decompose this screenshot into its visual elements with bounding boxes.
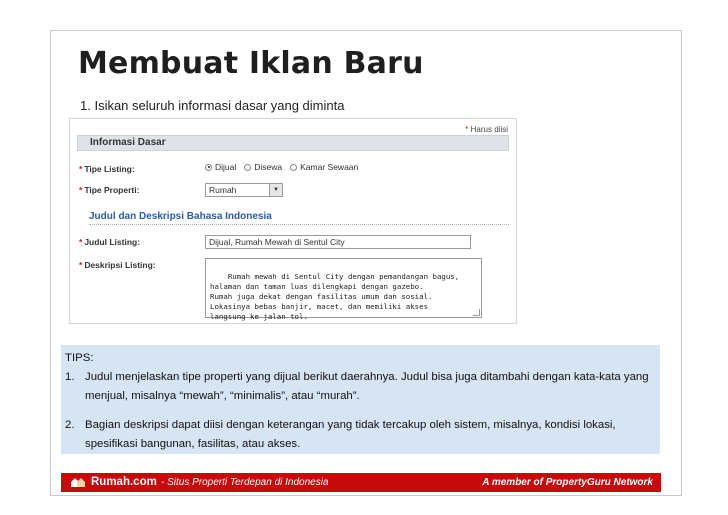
description-textarea[interactable]: Rumah mewah di Sentul City dengan pemandangan bagus, halaman dan taman luas dilengkapi dengan gazebo. Rumah juga dekat dengan fasilitas umum dan sosial. Lokasinya bebas banjir, macet, dan memiliki akses langsung ke jalan tol. bbox=[205, 258, 482, 318]
tips-box bbox=[61, 345, 660, 454]
radio-kamar-sewaan[interactable]: Kamar Sewaan bbox=[290, 162, 358, 172]
house-logo-icon bbox=[69, 476, 87, 488]
radio-unselected-icon bbox=[290, 164, 297, 171]
tips-label: TIPS: bbox=[65, 352, 94, 364]
radio-disewa[interactable]: Disewa bbox=[244, 162, 282, 172]
description-label: * Deskripsi Listing: bbox=[79, 260, 156, 270]
footer-bar bbox=[61, 473, 661, 492]
slide-title: Membuat Iklan Baru bbox=[78, 46, 424, 81]
property-type-label: * Tipe Properti: bbox=[79, 185, 140, 195]
step-instruction: 1. Isikan seluruh informasi dasar yang diminta bbox=[80, 98, 345, 113]
footer-tagline: - Situs Properti Terdepan di Indonesia bbox=[161, 477, 329, 488]
dropdown-arrow-icon: ▼ bbox=[269, 184, 282, 196]
listing-form-screenshot bbox=[69, 118, 517, 324]
radio-dijual[interactable]: Dijual bbox=[205, 162, 236, 172]
listing-type-radio-group bbox=[205, 162, 358, 172]
required-note-text: Harus diisi bbox=[470, 125, 508, 134]
required-note bbox=[465, 125, 508, 134]
footer-brand: Rumah.com bbox=[91, 476, 157, 488]
listing-type-label: * Tipe Listing: bbox=[79, 164, 135, 174]
subsection-title: Judul dan Deskripsi Bahasa Indonesia bbox=[89, 211, 509, 225]
radio-selected-icon bbox=[205, 164, 212, 171]
listing-title-input[interactable]: Dijual, Rumah Mewah di Sentul City bbox=[205, 235, 471, 249]
tip-item: 2. Bagian deskripsi dapat diisi dengan keterangan yang tidak tercakup oleh sistem, misalnya, kondisi lokasi, spesifikasi bangunan, fasilitas, atau akses. bbox=[65, 419, 616, 450]
section-header: Informasi Dasar bbox=[77, 135, 509, 151]
resize-grip-icon[interactable] bbox=[473, 309, 480, 316]
listing-title-label: * Judul Listing: bbox=[79, 237, 141, 247]
footer-network: A member of PropertyGuru Network bbox=[482, 477, 653, 488]
property-type-select[interactable]: Rumah ▼ bbox=[205, 183, 283, 197]
radio-unselected-icon bbox=[244, 164, 251, 171]
required-star: * bbox=[465, 125, 469, 134]
tip-item: 1. Judul menjelaskan tipe properti yang dijual berikut daerahnya. Judul bisa juga ditambahi dengan kata-kata yang menjual, misalnya “mewah”, “minimalis”, atau “murah”. bbox=[65, 371, 649, 402]
